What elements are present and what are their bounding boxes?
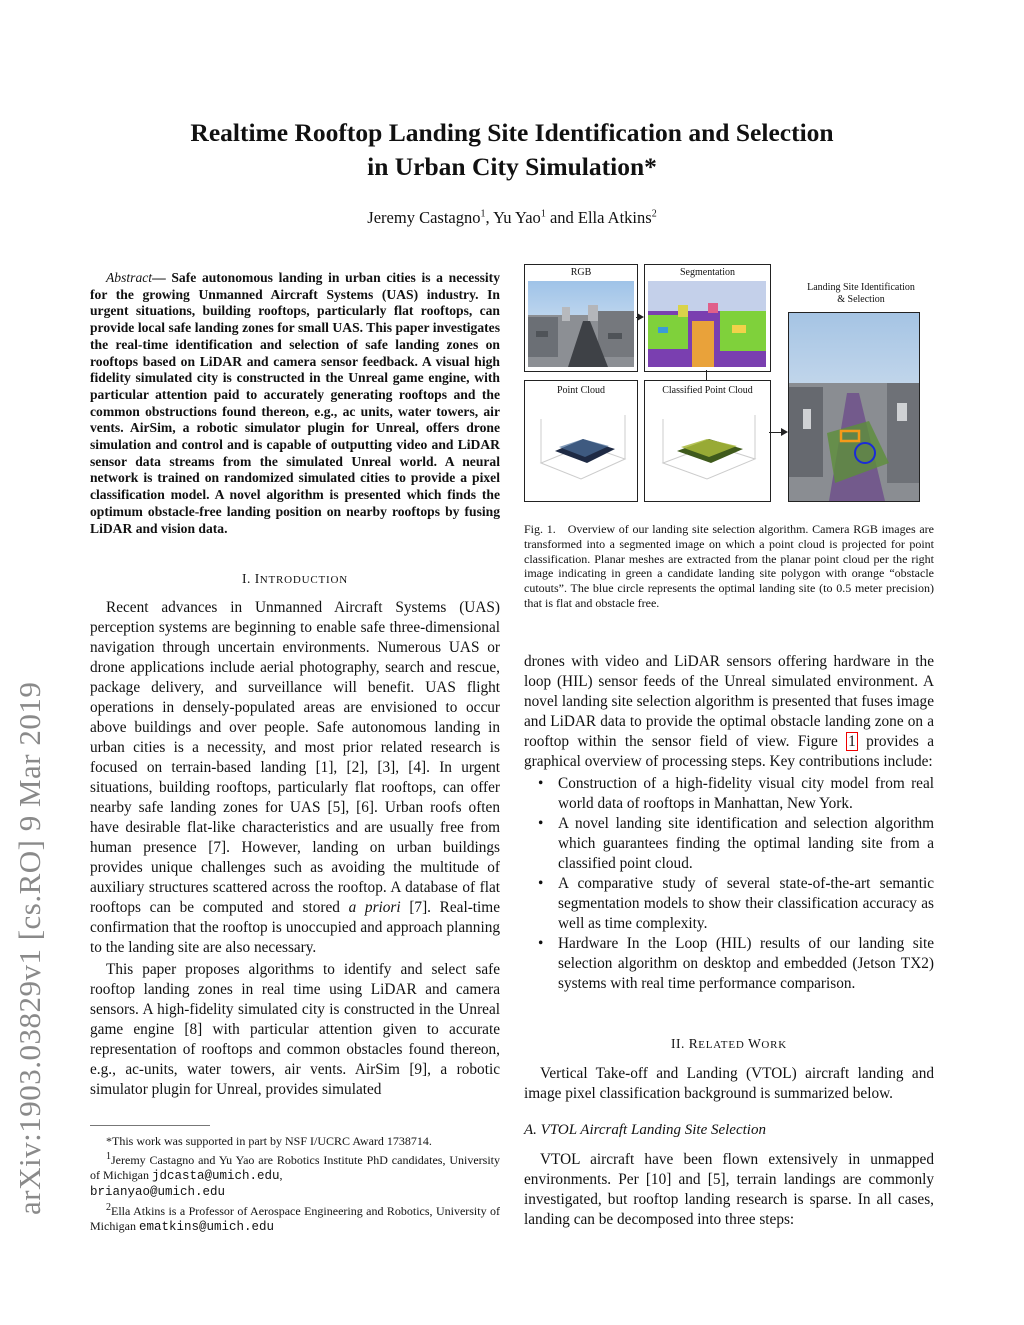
author-2: Yu Yao	[493, 208, 541, 227]
footnote-1-comma: ,	[279, 1168, 283, 1182]
section-initial: R	[688, 1036, 699, 1051]
author-2-affil: 1	[540, 208, 546, 220]
footnote-1-mark: 1	[106, 1151, 111, 1162]
intro-paragraph-2: This paper proposes algorithms to identify and select safe rooftop landing zones in real time using LiDAR and camera sensors. A high-fidelity simulated city is constructed in the Unreal game engine [8] with particular attention given to accurate representation of rooftops and common obstacles found thereon, e.g., ac-units, water towers, air vents. AirSim [9], a robotic simulator plugin for Unreal, provides simulated	[90, 961, 500, 1098]
section-heading-introduction	[90, 571, 500, 587]
abstract-text: Safe autonomous landing in urban cities is a necessity for the growing Unmanned Aircraft Systems (UAS) industry. In urgent situations, building rooftops, particularly flat rooftops, can provide local safe landing zones for small UAS. This paper investigates the real-time identification and selection of safe landing zones on rooftops based on LiDAR and camera sensor feedback. A visual high fidelity simulated city is constructed in the Unreal game engine, with particular attention paid to accurately generating rooftops and the common obstructions found thereon, e.g., ac units, water towers, air vents. AirSim, a robotic simulator plugin for Unreal, offers drone simulation and control and is capable of outputting video and LiDAR sensor data streams from the simulated Unreal world. A neural network is trained on randomized simulated cities to provide a pixel classification model. A novel algorithm is presented which finds the optimum obstacle-free landing position on nearby rooftops by fusing LiDAR and vision data.	[90, 270, 501, 536]
segmentation-panel	[644, 264, 771, 372]
paper-title	[100, 116, 924, 184]
contribution-item: • Hardware In the Loop (HIL) results of our landing site selection algorithm on desktop and embedded (Jetson TX2) systems with real time performance comparison.	[524, 934, 934, 994]
section-number: II.	[670, 1036, 689, 1051]
section-smallcaps: ORK	[761, 1039, 788, 1051]
segmentation-image	[648, 281, 766, 367]
landing-site-panel	[788, 312, 920, 502]
figure-1-link[interactable]: 1	[848, 733, 856, 750]
footnotes	[90, 1134, 500, 1235]
rgb-image	[528, 281, 634, 367]
caption-label: Fig. 1.	[524, 522, 556, 536]
author-1-affil: 1	[480, 208, 486, 220]
rgb-label: RGB	[570, 267, 592, 278]
contribution-item: • A comparative study of several state-of-the-art semantic segmentation models to show their classification accuracy as well as time complexity.	[524, 874, 934, 934]
arrow-classified-to-landing	[769, 432, 786, 433]
related-work-paragraph: Vertical Take-off and Landing (VTOL) aircraft landing and image pixel classification background is summarized below.	[524, 1065, 934, 1102]
contributions-text-a: drones with video and LiDAR sensors offering hardware in the loop (HIL) sensor feeds of the Unreal simulated environment. A novel landing site selection algorithm is presented that fuses image and LiDAR data to provide the optimal obstacle landing zone on a rooftop within the sensor field of view. Figure	[524, 653, 934, 750]
abstract-dash: —	[152, 270, 172, 285]
email-link-yao[interactable]: brianyao@umich.edu	[90, 1185, 226, 1199]
title-line-2: in Urban City Simulation*	[367, 152, 657, 181]
landing-site-image	[789, 313, 919, 501]
email-link-atkins[interactable]: ematkins@umich.edu	[139, 1220, 275, 1234]
figure-1-caption	[524, 522, 934, 611]
point-cloud-panel	[524, 380, 638, 502]
footnote-1-text: Jeremy Castagno and Yu Yao are Robotics Institute PhD candidates, University of Michigan	[90, 1153, 500, 1182]
section-initial: W	[748, 1036, 762, 1051]
arrow-rgb-to-seg	[636, 317, 642, 318]
contributions-text-b: provides a graphical overview of processing steps. Key contributions include:	[524, 733, 934, 770]
email-link-castagno[interactable]: jdcasta@umich.edu	[152, 1169, 280, 1183]
section-smallcaps: ELATED	[698, 1039, 749, 1051]
footnote-2-text: Ella Atkins is a Professor of Aerospace Engineering and Robotics, University of Michigan	[90, 1204, 500, 1233]
figure-1	[524, 262, 934, 512]
section-heading-related-work	[524, 1036, 934, 1052]
contribution-item: • Construction of a high-fidelity visual city model from real world data of rooftops in Manhattan, New York.	[524, 774, 934, 814]
landing-site-label-line-1: Landing Site Identification	[807, 282, 915, 293]
rgb-panel	[524, 264, 638, 372]
vtol-paragraph: VTOL aircraft have been flown extensively in unmapped environments. Per [10] and [5], terrain landings are commonly investigated, but rooftop landing research is sparse. In all cases, landing can be decomposed into three steps:	[524, 1151, 934, 1228]
intro-p1-end: [7]. Real-time confirmation that the rooftop is unoccupied and approach planning to the landing site are also necessary.	[90, 899, 500, 956]
author-list	[100, 208, 924, 228]
title-line-1: Realtime Rooftop Landing Site Identification and Selection	[190, 118, 834, 147]
landing-site-label-line-2: & Selection	[837, 294, 885, 305]
classified-point-cloud-label: Classified Point Cloud	[662, 385, 753, 396]
contributions-list	[524, 774, 934, 994]
classified-point-cloud-panel	[644, 380, 771, 502]
intro-paragraph-1	[90, 598, 500, 958]
section-initial: I	[254, 571, 260, 586]
right-column-body	[524, 652, 934, 994]
intro-p1-text: Recent advances in Unmanned Aircraft Systems (UAS) perception systems are beginning to enable safe three-dimensional navigation through uncertain environments. Numerous UAS or drone applications include aerial photography, search and rescue, package delivery, and surveillance will benefit. UAS flight operations in densely-populated areas are envisioned to occur above buildings and over people. Safe autonomous landing in urban cities is a necessity, and most prior related research is focused on terrain-based landing [1], [2], [3], [4]. In urgent situations, building rooftops, particularly flat rooftops, can offer nearby safe landing zones for UAS [5], [6]. Urban roofs often have desirable flat-like characteristics and are usually free from human presence [7]. However, landing on urban buildings provides unique challenges such as avoiding the multitude of auxiliary structures scattered across the rooftop. A database of flat rooftops can be computed and stored	[90, 599, 500, 916]
author-sep-2: and	[545, 208, 578, 227]
footnote-rule	[90, 1125, 210, 1126]
contributions-intro	[524, 652, 934, 772]
footnote-funding: *This work was supported in part by NSF I/UCRC Award 1738714.	[106, 1134, 432, 1148]
landing-site-label	[788, 282, 934, 305]
point-cloud-plot	[529, 401, 633, 497]
subsection-heading-vtol: A. VTOL Aircraft Landing Site Selection	[524, 1122, 766, 1138]
author-3-affil: 2	[651, 208, 657, 220]
section-number: I.	[242, 571, 255, 586]
footnote-2	[90, 1200, 500, 1235]
classified-point-cloud-plot	[649, 401, 766, 497]
author-sep-1: ,	[485, 208, 494, 227]
author-1: Jeremy Castagno	[367, 208, 481, 227]
footnote-2-mark: 2	[106, 1202, 111, 1213]
arrow-seg-to-classified	[706, 370, 707, 380]
point-cloud-label: Point Cloud	[556, 385, 606, 396]
footnote-1	[90, 1149, 500, 1200]
intro-body	[90, 598, 500, 1100]
abstract	[90, 270, 500, 537]
contribution-item: • A novel landing site identification and selection algorithm which guarantees finding the optimal landing site from a classified point cloud.	[524, 814, 934, 874]
vtol-body	[524, 1150, 934, 1230]
author-3: Ella Atkins	[577, 208, 652, 227]
abstract-label: Abstract	[106, 270, 153, 285]
related-work-intro	[524, 1064, 934, 1104]
segmentation-label: Segmentation	[680, 267, 735, 278]
arxiv-sidebar: arXiv:1903.03829v1 [cs.RO] 9 Mar 2019	[12, 681, 47, 1215]
caption-text: Overview of our landing site selection algorithm. Camera RGB images are transformed into a segmented image on which a point cloud is projected for point classification. Planar meshes are extracted from the planar point cloud per the right image indicating in green a candidate landing site polygon with orange “obstacle cutouts”. The blue circle represents the optimal landing site (to 0.5 meter precision) that is flat and obstacle free.	[524, 522, 934, 610]
section-smallcaps: NTRODUCTION	[259, 574, 348, 586]
intro-p1-italic: a priori	[348, 899, 401, 916]
